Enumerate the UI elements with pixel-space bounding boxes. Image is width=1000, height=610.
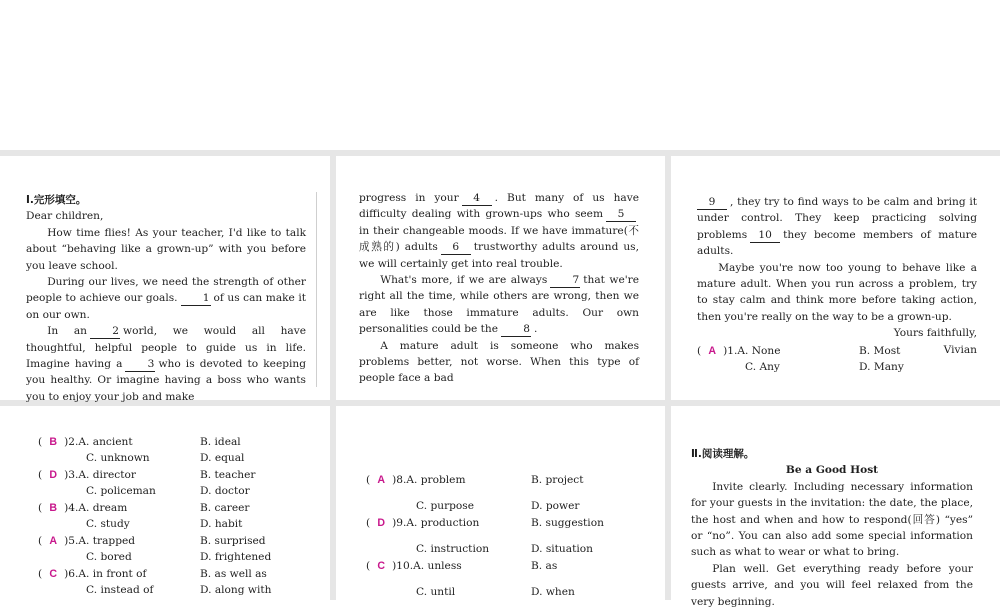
option-d[interactable]: D. when <box>531 586 575 598</box>
option-a[interactable]: A. problem <box>406 474 466 486</box>
question-number: 8. <box>396 474 407 486</box>
option-b[interactable]: B. career <box>200 502 250 514</box>
answer-mark[interactable]: C <box>49 568 57 580</box>
blank-6[interactable]: 6 <box>441 241 471 255</box>
greeting: Dear children, <box>26 210 104 223</box>
option-a[interactable]: A. ancient <box>78 436 133 448</box>
blank-7[interactable]: 7 <box>550 274 580 288</box>
option-c[interactable]: C. Any <box>745 361 780 373</box>
panel-reading <box>671 406 1000 608</box>
option-b[interactable]: B. ideal <box>200 436 241 448</box>
cloze-text-part1 <box>26 192 306 405</box>
signature: Vivian <box>943 343 977 356</box>
question-number: 6. <box>68 568 79 580</box>
option-d[interactable]: D. doctor <box>200 485 250 497</box>
answer-mark[interactable]: D <box>377 517 385 529</box>
paragraph: In an 2 world, we would all have thoughtful, helpful people to guide us in life. Imagine having a 3 who is devoted to keeping you healthy. Or imagine having a boss who wants you to enjoy your job and make <box>26 325 307 403</box>
top-blank-area <box>0 0 1000 152</box>
option-c[interactable]: C. instead of <box>86 584 154 596</box>
option-a[interactable]: A. None <box>737 345 781 357</box>
reading-text <box>691 446 973 610</box>
option-a[interactable]: A. director <box>78 469 136 481</box>
paragraph: 9 , they try to find ways to be calm and bring it under control. They keep practicing solving problems 10 they become members of mature adults. <box>697 196 977 258</box>
answer-mark[interactable]: A <box>377 474 385 486</box>
paragraph: progress in your 4 . But many of us have difficulty dealing with grown-ups who seem 5in their changeable moods. If we have immature(不成熟的) adults 6 trustworthy adults around us, we will certainly get into real trouble. <box>359 192 639 270</box>
answer-mark[interactable]: A <box>708 345 716 357</box>
closing: Yours faithfully, <box>893 327 977 340</box>
question-row: ( C )10.A. unless <box>366 560 462 572</box>
blank-3[interactable]: 3 <box>125 358 155 372</box>
option-b[interactable]: B. as well as <box>200 568 267 580</box>
panel-cloze-part1 <box>0 156 330 403</box>
question-number: 1. <box>727 345 738 357</box>
panel-options-part2 <box>336 406 665 600</box>
answer-mark[interactable]: D <box>49 469 57 481</box>
blank-4[interactable]: 4 <box>462 192 492 206</box>
question-number: 2. <box>68 436 79 448</box>
answer-mark[interactable]: B <box>49 502 57 514</box>
answer-mark[interactable]: A <box>49 535 57 547</box>
paragraph: How time flies! As your teacher, I'd like to talk about “behaving like a grown-up” with you before you leave school. <box>26 226 306 272</box>
question-row: ( A )5.A. trapped <box>38 535 136 547</box>
question-row: ( C )6.A. in front of <box>38 568 147 580</box>
option-d[interactable]: D. equal <box>200 452 245 464</box>
blank-8[interactable]: 8 <box>501 323 531 337</box>
question-row: ( B )4.A. dream <box>38 502 128 514</box>
option-a[interactable]: A. trapped <box>78 535 136 547</box>
blank-5[interactable]: 5 <box>606 208 636 222</box>
option-c[interactable]: C. instruction <box>416 543 490 555</box>
panel-options-part1 <box>0 406 330 600</box>
option-b[interactable]: B. teacher <box>200 469 256 481</box>
question-number: 5. <box>68 535 79 547</box>
option-b[interactable]: B. as <box>531 560 558 572</box>
section-title: Ⅰ.完形填空。 <box>26 194 87 206</box>
blank-9[interactable]: 9 <box>697 196 727 210</box>
question-row: ( B )2.A. ancient <box>38 436 133 448</box>
option-a[interactable]: A. unless <box>413 560 462 572</box>
margin-line <box>316 192 317 387</box>
blank-1[interactable]: 1 <box>181 292 211 306</box>
option-c[interactable]: C. until <box>416 586 456 598</box>
option-d[interactable]: D. situation <box>531 543 593 555</box>
blank-10[interactable]: 10 <box>750 229 780 243</box>
question-number: 10. <box>396 560 414 572</box>
option-d[interactable]: D. Many <box>859 361 904 373</box>
section-title: Ⅱ.阅读理解。 <box>691 448 755 460</box>
panel-cloze-part2 <box>336 156 665 400</box>
passage-title: Be a Good Host <box>785 464 879 477</box>
question-row: ( D )3.A. director <box>38 469 136 481</box>
answer-mark[interactable]: C <box>377 560 385 572</box>
question-number: 3. <box>68 469 79 481</box>
question-row: ( D )9.A. production <box>366 517 480 529</box>
option-a[interactable]: A. production <box>406 517 480 529</box>
option-c[interactable]: C. policeman <box>86 485 156 497</box>
paragraph: Invite clearly. Including necessary information for your guests in the invitation: the date, the place, the host and when and how to respond(回答) “yes” or “no”. You can also add some special information such as what to wear or what to bring. <box>691 480 973 559</box>
blank-2[interactable]: 2 <box>90 325 120 339</box>
answer-mark[interactable]: B <box>49 436 57 448</box>
option-b[interactable]: B. Most <box>859 345 901 357</box>
paragraph: A mature adult is someone who makes problems better, not worse. When this type of people face a bad <box>359 339 639 385</box>
option-c[interactable]: C. study <box>86 518 130 530</box>
option-a[interactable]: A. dream <box>78 502 128 514</box>
panel-cloze-part3 <box>671 156 1000 400</box>
option-d[interactable]: D. habit <box>200 518 243 530</box>
question-number: 9. <box>396 517 407 529</box>
paragraph: What's more, if we are always 7 that we're right all the time, while others are wrong, then we are like those immature adults. Our own personalities could be the 8 . <box>359 274 640 336</box>
option-c[interactable]: C. unknown <box>86 452 150 464</box>
option-d[interactable]: D. along with <box>200 584 272 596</box>
option-d[interactable]: D. frightened <box>200 551 272 563</box>
paragraph: Maybe you're now too young to behave like a mature adult. When you run across a problem, try to stay calm and think more before taking action, then you're really on the way to be a grown-up. <box>697 261 977 323</box>
question-row: ( A )8.A. problem <box>366 474 466 486</box>
question-row: ( A )1.A. None <box>697 345 781 357</box>
paragraph: During our lives, we need the strength of other people to achieve our goals. 1 of us can make it on our own. <box>26 276 306 321</box>
option-b[interactable]: B. surprised <box>200 535 266 547</box>
question-number: 4. <box>68 502 79 514</box>
option-c[interactable]: C. purpose <box>416 500 474 512</box>
option-a[interactable]: A. in front of <box>78 568 147 580</box>
cloze-text-part2 <box>359 190 639 387</box>
option-c[interactable]: C. bored <box>86 551 132 563</box>
cloze-text-part3 <box>697 194 977 358</box>
paragraph: Plan well. Get everything ready before your guests arrive, and you will feel relaxed from the very beginning. <box>691 562 973 608</box>
option-b[interactable]: B. suggestion <box>531 517 604 529</box>
option-b[interactable]: B. project <box>531 474 584 486</box>
option-d[interactable]: D. power <box>531 500 580 512</box>
